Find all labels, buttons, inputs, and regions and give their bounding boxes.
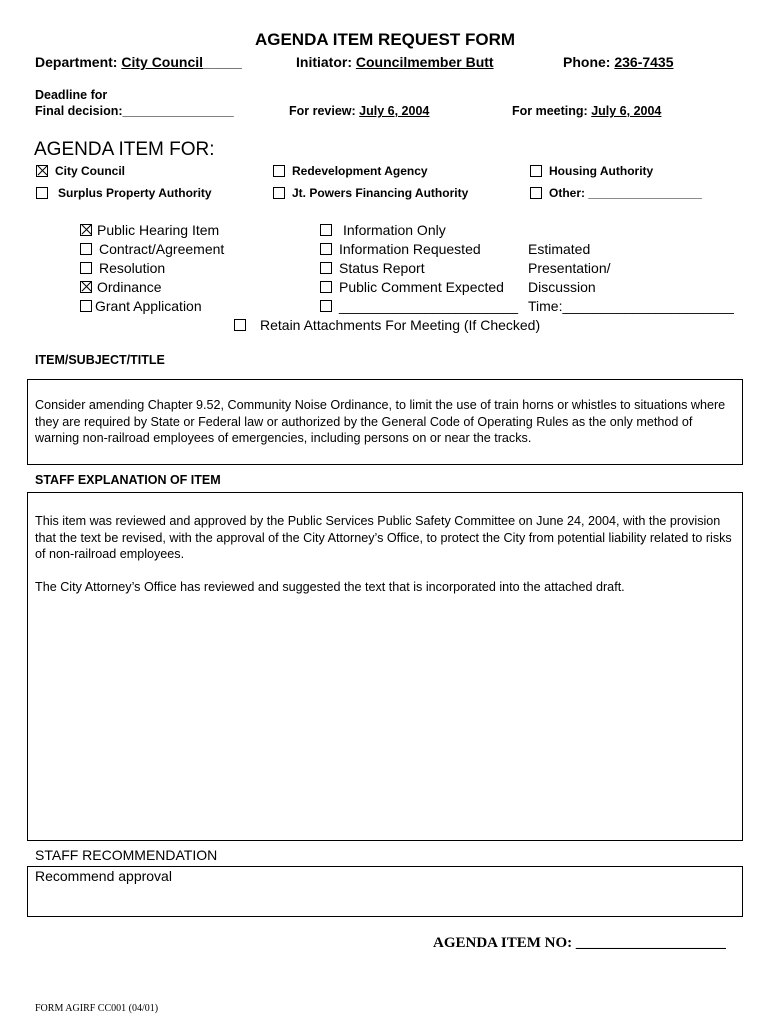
review-field: [289, 104, 429, 118]
initiator-value: Councilmember Butt: [355, 54, 494, 70]
checkbox-public-hearing-item[interactable]: [80, 224, 92, 236]
label-other: Other: _________________: [549, 186, 702, 200]
label-grant-application: Grant Application: [95, 298, 202, 314]
initiator-label: Initiator:: [296, 54, 352, 70]
label-resolution: Resolution: [99, 260, 166, 276]
staff-explanation-para1: This item was reviewed and approved by the Public Services Public Safety Committee on June 24, 2004, with the provision that the text be revised, with the approval of the City Attorney’s Office, to protect the City from potential liability related to risks of non-railroad employees.: [35, 514, 732, 561]
review-value: July 6, 2004: [359, 104, 430, 118]
deadline-label: Final decision:: [35, 104, 123, 118]
meeting-value: July 6, 2004: [591, 104, 662, 118]
staff-recommendation-heading: STAFF RECOMMENDATION: [35, 847, 218, 863]
subject-heading: ITEM/SUBJECT/TITLE: [35, 353, 165, 367]
label-city-council: City Council: [55, 164, 126, 178]
meeting-label: For meeting:: [512, 104, 588, 118]
estimated-label: Estimated: [528, 241, 591, 257]
checkbox-other[interactable]: [530, 187, 542, 199]
checkbox-redevelopment-agency[interactable]: [273, 165, 285, 177]
initiator-field: [296, 54, 494, 70]
checkbox-public-comment-expected[interactable]: [320, 281, 332, 293]
meeting-field: [512, 104, 661, 118]
form-id: FORM AGIRF CC001 (04/01): [35, 1003, 159, 1014]
review-label: For review:: [289, 104, 356, 118]
checkbox-jt-powers-financing[interactable]: [273, 187, 285, 199]
label-jt-powers-financing: Jt. Powers Financing Authority: [292, 186, 469, 200]
checkbox-resolution[interactable]: [80, 262, 92, 274]
department-field: [35, 54, 242, 70]
label-public-comment-expected: Public Comment Expected: [339, 279, 504, 295]
label-information-only: Information Only: [343, 222, 446, 238]
department-fill: _____: [203, 54, 242, 70]
label-contract-agreement: Contract/Agreement: [99, 241, 225, 257]
checkbox-contract-agreement[interactable]: [80, 243, 92, 255]
checkbox-retain-attachments[interactable]: [234, 319, 246, 331]
checkbox-information-only[interactable]: [320, 224, 332, 236]
discussion-label: Discussion: [528, 279, 596, 295]
label-other-item-type: _______________________: [339, 298, 519, 314]
label-retain-attachments: Retain Attachments For Meeting (If Checked): [260, 317, 541, 333]
staff-explanation-heading: STAFF EXPLANATION OF ITEM: [35, 473, 221, 487]
checkbox-information-requested[interactable]: [320, 243, 332, 255]
checkbox-ordinance[interactable]: [80, 281, 92, 293]
phone-value: 236-7435: [614, 54, 674, 70]
phone-label: Phone:: [563, 54, 611, 70]
form-title: AGENDA ITEM REQUEST FORM: [254, 30, 516, 49]
label-public-hearing-item: Public Hearing Item: [97, 222, 220, 238]
presentation-label: Presentation/: [528, 260, 611, 276]
agenda-for-heading: AGENDA ITEM FOR:: [34, 139, 215, 160]
agenda-item-number: AGENDA ITEM NO: ____________________: [433, 935, 726, 951]
label-status-report: Status Report: [339, 260, 425, 276]
staff-explanation-para2: The City Attorney’s Office has reviewed and suggested the text that is incorporated into the attached draft.: [35, 580, 625, 594]
label-redevelopment-agency: Redevelopment Agency: [292, 164, 428, 178]
department-label: Department:: [35, 54, 118, 70]
label-information-requested: Information Requested: [339, 241, 481, 257]
checkbox-surplus-property-authority[interactable]: [36, 187, 48, 199]
checkbox-city-council[interactable]: [36, 165, 48, 177]
checkbox-grant-application[interactable]: [80, 300, 92, 312]
checkbox-other-item-type[interactable]: [320, 300, 332, 312]
phone-field: [563, 54, 674, 70]
department-value: City Council: [121, 54, 204, 70]
time-field: Time:______________________: [528, 298, 734, 314]
staff-recommendation-text: Recommend approval: [35, 868, 172, 884]
label-surplus-property-authority: Surplus Property Authority: [58, 186, 212, 200]
checkbox-housing-authority[interactable]: [530, 165, 542, 177]
checkbox-status-report[interactable]: [320, 262, 332, 274]
label-housing-authority: Housing Authority: [549, 164, 654, 178]
deadline-label-line1: Deadline for: [35, 88, 108, 102]
subject-text: Consider amending Chapter 9.52, Community Noise Ordinance, to limit the use of train horns or whistles to situations where they are required by State or Federal law or authorized by the General Code of Operating Rules as the only method of warning non-railroad employees of emergencies, including persons on or near the tracks.: [35, 398, 726, 445]
label-ordinance: Ordinance: [97, 279, 162, 295]
deadline-fill: ________________: [122, 104, 234, 118]
deadline-field: [35, 104, 234, 118]
